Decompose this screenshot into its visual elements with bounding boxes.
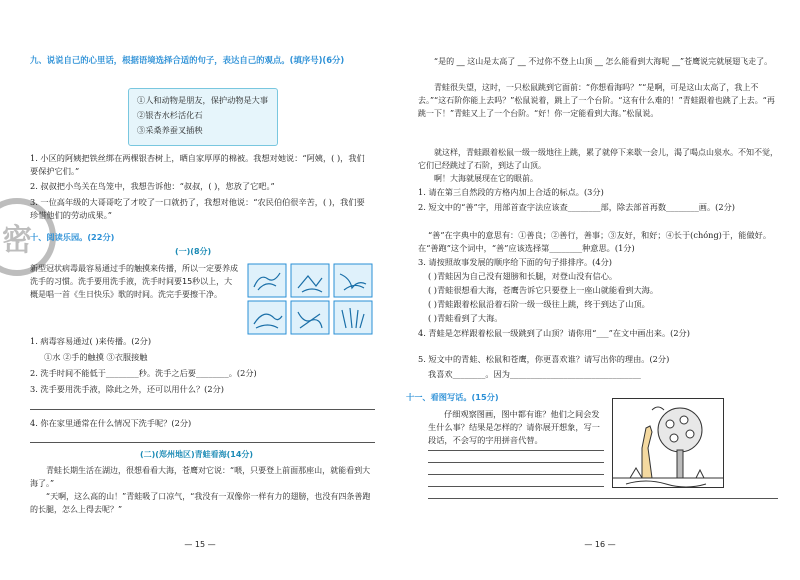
part1-q3: 3. 洗手要用洗手液，除此之外，还可以用什么？(2分) [30, 384, 224, 394]
q4: 4. 青蛙是怎样跟着松鼠一级跳到了山顶？请你用“___”在文中画出来。(2分) [418, 328, 690, 338]
q2: 2. 短文中的“善”字，用部首查字法应该查________部，除去部首再数________画。(2分) [418, 202, 735, 212]
wash-step-2-icon [291, 264, 329, 297]
q3: 3. 请按照故事发展的顺序给下面的句子排排序。(4分) [418, 257, 612, 267]
q5-answer: 我喜欢________。因为________________________________ [428, 369, 641, 379]
confidential-stamp: 密 [0, 198, 56, 276]
wash-step-6-icon [334, 301, 372, 334]
story-paragraph-2: 青蛙很失望，这时，一只松鼠跳到它面前：“你想看海吗？”“是啊，可是这山太高了，我上不去。”“这石阶你能上去吗？”松鼠说着，跳上了一个台阶。“这有什么难的！”青蛙跟着也跳了上去。“再跳一下！”青蛙又上了一个台阶。“好！你一定能看到大海。”松鼠说。 [418, 83, 775, 118]
q2-meaning: “善”在字典中的意思有：①善良；②善行，善事；③友好，和好；④长于(chóng)于，能做好。在“善跑”这个词中，“善”应该选择第________种意思。(1分) [418, 230, 772, 253]
wash-step-1-icon [248, 264, 286, 297]
writing-line[interactable] [428, 474, 604, 475]
handwashing-steps-illustration [246, 262, 376, 336]
q9-options-box [128, 88, 278, 146]
part1-q4: 4. 你在家里通常在什么情况下洗手呢？(2分) [30, 418, 192, 428]
q9-option-2: ②银杏水杉活化石 [137, 110, 203, 120]
q9-option-1: ①人和动物是朋友，保护动物是大事 [137, 95, 269, 105]
page-number: — 16 — [584, 540, 616, 549]
q11-title: 十一、看图写话。(15分) [406, 392, 499, 402]
part1-q2: 2. 洗手时间不能低于________秒。洗手之后要________。(2分) [30, 368, 257, 378]
writing-line[interactable] [428, 450, 604, 451]
giraffe-tree-illustration [612, 398, 724, 488]
q10-title: 十、阅读乐园。(22分) [30, 232, 115, 242]
answer-line[interactable] [30, 409, 375, 410]
story-paragraph-1: “是的 __ 这山是太高了 __ 不过你不登上山顶 __ 怎么能看到大海呢 __”苍鹰说完就展翅飞走了。 [434, 57, 773, 66]
q3-item-2: ( )青蛙很想看大海，苍鹰告诉它只要登上一座山就能看到大海。 [428, 285, 659, 295]
q5: 5. 短文中的青蛙、松鼠和苍鹰，你更喜欢谁？请写出你的理由。(2分) [418, 354, 670, 364]
part1-title: (一)(8分) [175, 247, 212, 256]
q9-title: 九、说说自己的心里话，根据语境选择合适的句子，表达自己的观点。(填序号)(6分) [30, 55, 345, 65]
wash-step-5-icon [291, 301, 329, 334]
part1-passage: 新型冠状病毒最容易通过手的触摸来传播，所以一定要养成洗手的习惯。洗手要用洗手液，洗手时间要15秒以上，大概是唱一首《生日快乐》歌的时间。洗完手要擦干净。 [30, 264, 238, 299]
wash-step-3-icon [334, 264, 372, 297]
part2-title: (二)(郑州地区)青蛙看海(14分) [140, 450, 254, 459]
part1-q1: 1. 病毒容易通过( )来传播。(2分) [30, 336, 152, 346]
q3-item-3: ( )青蛙跟着松鼠沿着石阶一级一级往上跳，终于到达了山顶。 [428, 299, 650, 309]
q11-instruction: 仔细观察图画，图中都有谁？他们之间会发生什么事？结果是怎样的？请你展开想象，写一段话，不会写的字用拼音代替。 [428, 409, 600, 445]
q3-item-1: ( )青蛙因为自己没有翅膀和长腿，对登山没有信心。 [428, 271, 618, 281]
q9-item-2: 2. 叔叔把小鸟关在鸟笼中，我想告诉他：“叔叔，( )，您放了它吧。” [30, 181, 275, 191]
q3-item-4: ( )青蛙看到了大海。 [428, 313, 503, 323]
answer-line[interactable] [30, 442, 375, 443]
writing-line[interactable] [428, 498, 778, 499]
writing-line[interactable] [428, 462, 604, 463]
page-number: — 15 — [184, 540, 216, 549]
story-paragraph-3: 就这样，青蛙跟着松鼠一级一级地往上跳，累了就停下来歇一会儿，渴了喝点山泉水。不知不觉，它们已经跳过了石阶，到达了山顶。 [418, 148, 778, 170]
q9-item-3: 3. 一位高年级的大哥哥吃了才咬了一口就扔了，我想对他说：“农民伯伯很辛苦，( )，我们要珍惜他们的劳动成果。” [30, 197, 365, 220]
part2-paragraph-1: 青蛙长期生活在湖边，很想看看大海，苍鹰对它说：“喂，只要登上前面那座山，就能看到大海了。” [30, 466, 371, 488]
q1: 1. 请在第三自然段的方格内加上合适的标点。(3分) [418, 187, 604, 197]
story-paragraph-4: 啊！大海就展现在它的眼前。 [434, 174, 538, 183]
part2-paragraph-2: “天啊，这么高的山！”青蛙吸了口凉气，“我没有一双像你一样有力的翅膀，也没有四条善跑的长腿，怎么上得去呢？” [30, 492, 371, 514]
writing-line[interactable] [428, 486, 604, 487]
q9-item-1: 1. 小区的阿姨把铁丝绑在两棵银杏树上，晒自家厚厚的棉被。我想对她说：“阿姨，( )，我们要保护它们。” [30, 153, 365, 176]
q9-option-3: ③采桑养蚕叉插秧 [137, 125, 203, 135]
right-page [400, 0, 800, 580]
part1-q1-options: ①水 ②手的触摸 ③衣服接触 [44, 352, 148, 362]
